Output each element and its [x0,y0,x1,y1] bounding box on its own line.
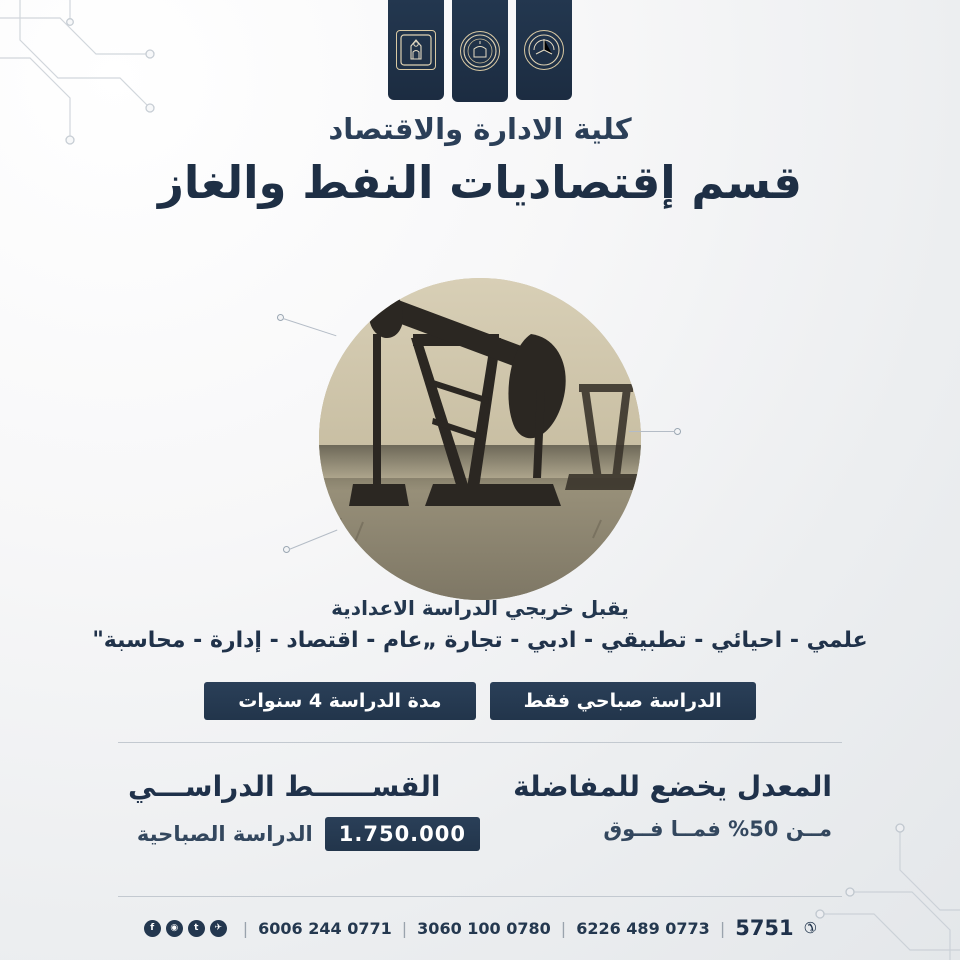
footer-contact [0,916,960,940]
column-tuition [120,770,480,851]
logo-card-ministry [388,0,444,100]
footer-separator-3: | [401,918,408,938]
oil-pumpjack-icon [319,278,641,600]
column-average [480,770,840,851]
hotline-number[interactable]: 5751 [735,916,794,940]
college-title: كلية الادارة والاقتصاد [328,112,632,146]
info-pill-row [0,682,960,720]
facebook-icon[interactable]: f [144,920,161,937]
department-title: قسم إقتصاديات النفط والغاز [158,156,802,209]
deco-line-right [629,431,675,432]
divider-bottom [118,896,842,897]
average-heading: المعدل يخضع للمفاضلة [513,770,832,803]
average-subtext: مــن 50% فمــا فــوق [603,817,832,841]
instagram-icon[interactable]: ◉ [166,920,183,937]
logo-card-college [516,0,572,100]
pill-study-duration[interactable]: مدة الدراسة 4 سنوات [204,682,475,720]
tuition-subtext: الدراسة الصباحية [136,822,313,846]
phone-icon: ✆ [803,919,817,937]
tuition-subrow [128,817,480,851]
hero-image [319,278,641,600]
phone-number-3[interactable]: 0771 244 6006 [258,918,392,938]
pill-study-shift[interactable]: الدراسة صباحي فقط [490,682,756,720]
twitter-icon[interactable]: t [188,920,205,937]
logo-card-university [452,0,508,102]
admission-line-1: يقبل خريجي الدراسة الاعدادية [331,596,629,620]
admission-line-2: علمي - احيائي - تطبيقي - ادبي - تجارة „عام - اقتصاد - إدارة - محاسبة" [92,628,868,653]
telegram-icon[interactable]: ✈ [210,920,227,937]
footer-separator-4: | [242,918,249,938]
university-emblem-icon [460,31,500,71]
footer-separator-1: | [719,918,726,938]
hero-image-circle [319,278,641,600]
social-icons [144,920,227,937]
footer-separator-2: | [560,918,567,938]
ministry-emblem-icon [396,30,436,70]
deco-node-right [674,428,681,435]
title-block [0,112,960,209]
admission-block [0,596,960,653]
college-emblem-icon [524,30,564,70]
phone-number-2[interactable]: 0780 100 3060 [417,918,551,938]
tuition-heading: القســــــط الدراســـي [128,770,441,803]
tuition-amount: 1.750.000 [325,817,480,851]
details-columns [0,770,960,851]
phone-number-1[interactable]: 0773 489 6226 [576,918,710,938]
logo-strip [388,0,572,102]
divider-top [118,742,842,743]
